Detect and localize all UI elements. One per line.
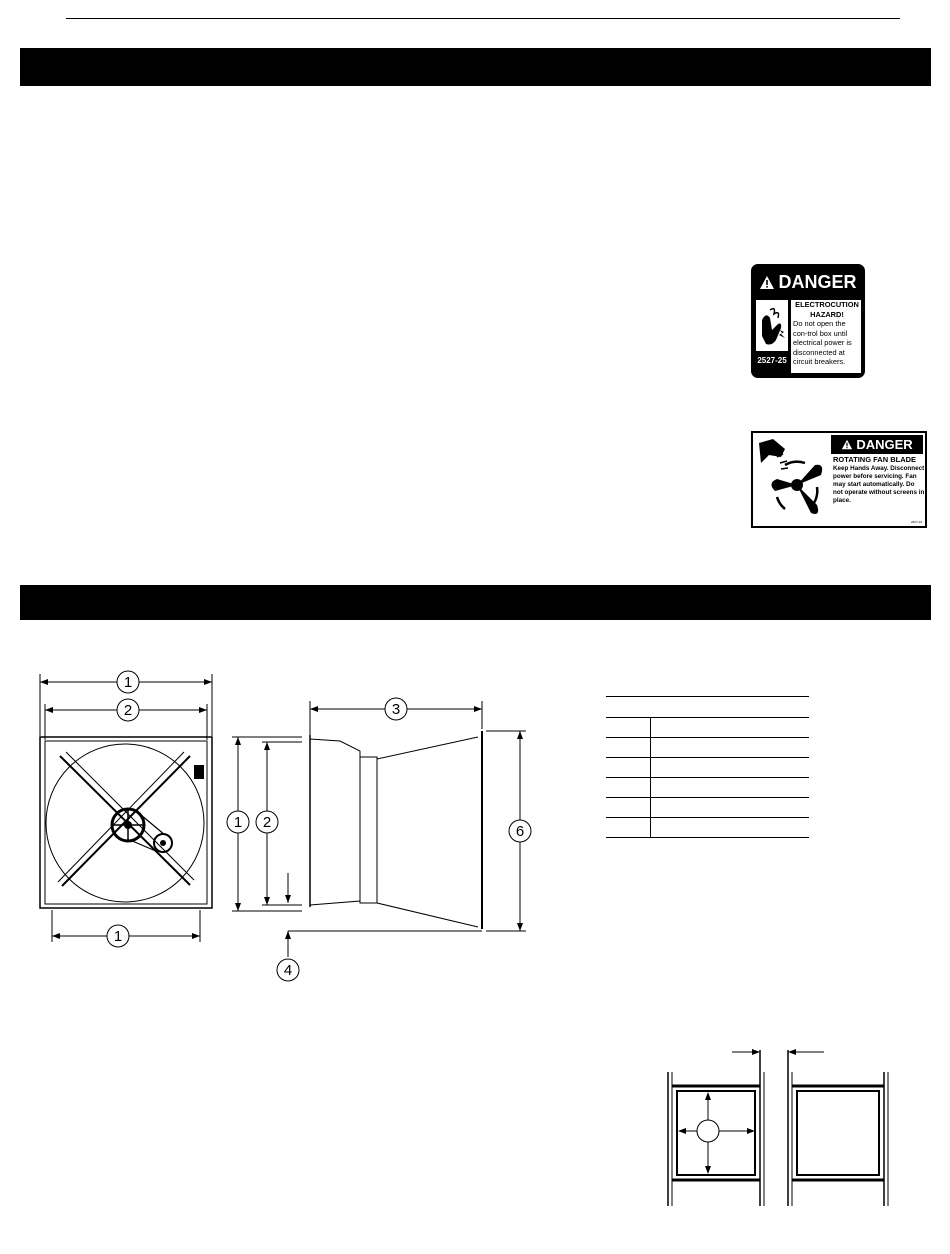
callout-6: 6 [515, 823, 525, 840]
table-row [606, 738, 809, 758]
danger-label-text: ROTATING FAN BLADE Keep Hands Away. Disconnect power before servicing. Fan may start automatically. Do not operate without screens in place. [833, 455, 925, 504]
callout-2: 2 [262, 814, 272, 831]
section-header-bar-1 [20, 48, 931, 86]
label-code: 2527-19 [910, 520, 922, 524]
dimension-table-header [606, 697, 809, 718]
danger-label-header: DANGER [831, 435, 923, 454]
callout-3: 3 [391, 701, 401, 718]
table-row [606, 718, 809, 738]
rotating-fan-blade-icon [755, 435, 829, 524]
callout-2: 2 [123, 702, 133, 719]
callout-1: 1 [123, 674, 133, 691]
section-header-bar-2 [20, 585, 931, 620]
dimension-table [606, 696, 809, 838]
warning-triangle-icon [841, 439, 853, 450]
fan-side-view-drawing [220, 695, 540, 995]
electrocution-hand-icon [756, 300, 788, 351]
label-code: 2527-25 [757, 356, 787, 365]
wall-framing-drawing [660, 1040, 900, 1210]
danger-label-header: DANGER [755, 269, 861, 295]
danger-label-electrocution [751, 264, 865, 378]
table-row [606, 758, 809, 778]
callout-1: 1 [233, 814, 243, 831]
table-row [606, 818, 809, 838]
table-row [606, 778, 809, 798]
fan-front-view-drawing [0, 660, 243, 960]
table-row [606, 798, 809, 818]
callout-4: 4 [283, 962, 293, 979]
callout-1: 1 [113, 928, 123, 945]
top-rule [66, 18, 900, 19]
danger-label-fan-blade [751, 431, 927, 528]
warning-triangle-icon [759, 275, 775, 290]
danger-label-text: ELECTROCUTION HAZARD! Do not open the con-trol box until electrical power is disconnected at circuit breakers. [791, 300, 861, 373]
